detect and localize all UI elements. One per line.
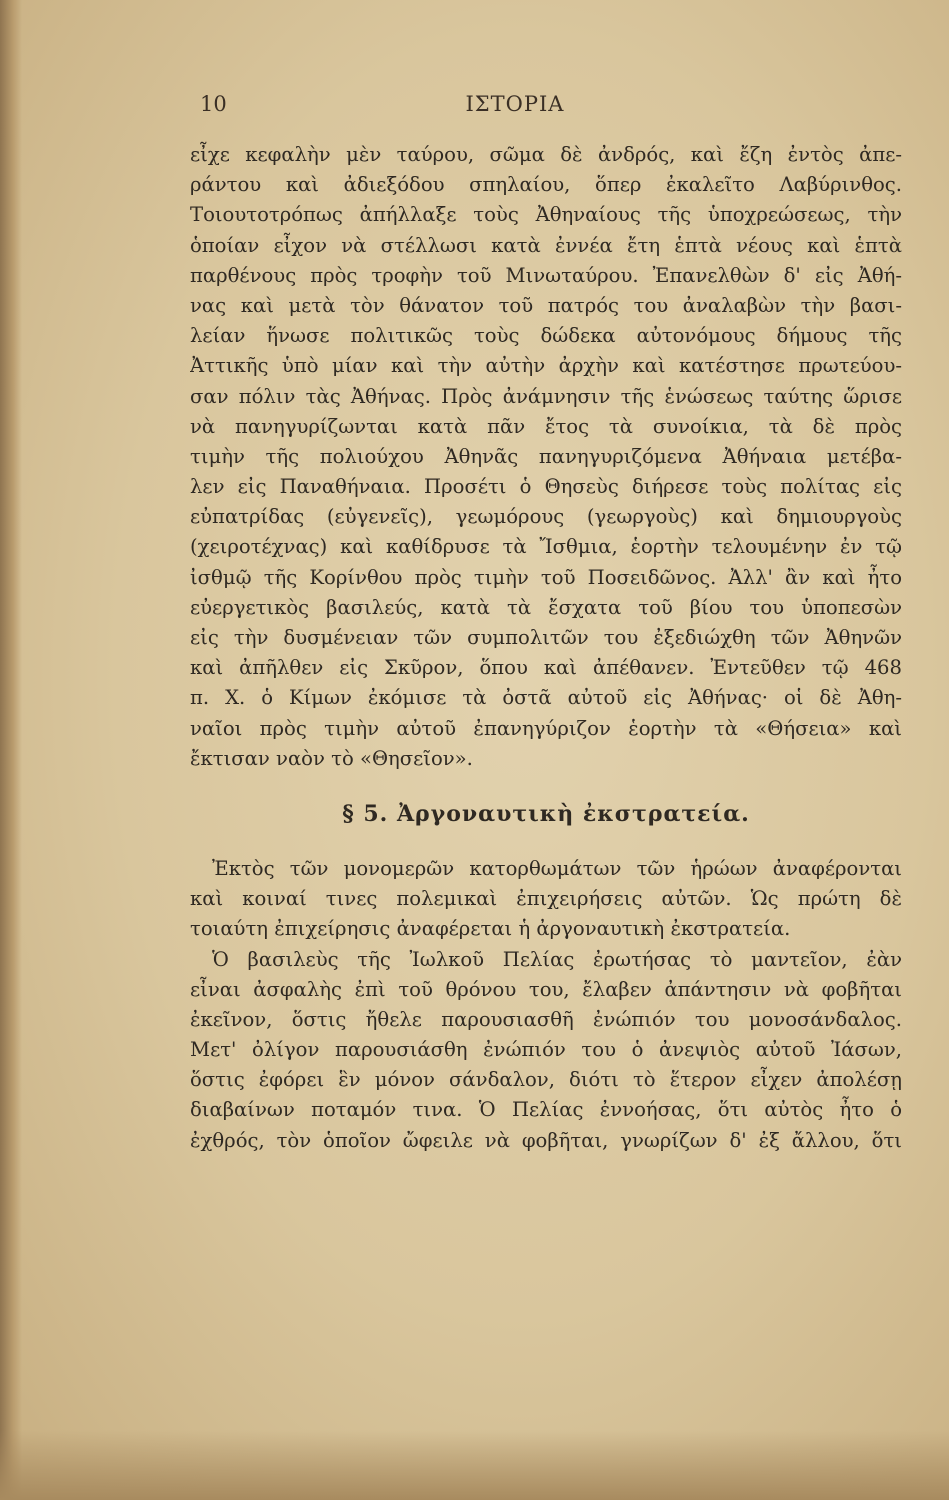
text-line: (χειροτέχνας) καὶ καθίδρυσε τὰ Ἴσθμια, ἑορτὴν τελουμένην ἐν τῷ bbox=[190, 535, 902, 559]
text-line: ναῖοι πρὸς τιμὴν αὐτοῦ ἐπανηγύριζον ἑορτὴν τὰ «Θήσεια» καὶ bbox=[190, 716, 902, 740]
body-text bbox=[190, 140, 902, 1156]
text-line: διαβαίνων ποταμόν τινα. Ὁ Πελίας ἐννοήσας, ὅτι αὐτὸς ἦτο ὁ bbox=[190, 1098, 902, 1122]
text-line: καὶ ἀπῆλθεν εἰς Σκῦρον, ὅπου καὶ ἀπέθανεν. Ἐντεῦθεν τῷ 468 bbox=[190, 656, 902, 680]
paragraph-pelias bbox=[190, 945, 902, 1156]
page-number: 10 bbox=[200, 92, 227, 116]
text-line: ὅστις ἐφόρει ἓν μόνον σάνδαλον, διότι τὸ ἕτερον εἶχεν ἀπολέσῃ bbox=[190, 1068, 902, 1092]
text-line: ἰσθμῷ τῆς Κορίνθου πρὸς τιμὴν τοῦ Ποσειδῶνος. Ἀλλ' ἂν καὶ ἦτο bbox=[190, 565, 902, 589]
text-line: παρθένους πρὸς τροφὴν τοῦ Μινωταύρου. Ἐπανελθὼν δ' εἰς Ἀθή- bbox=[190, 263, 902, 287]
text-line: εἶναι ἀσφαλὴς ἐπὶ τοῦ θρόνου του, ἔλαβεν ἀπάντησιν νὰ φοβῆται bbox=[190, 977, 902, 1001]
paragraph-theseus bbox=[190, 140, 902, 774]
text-line: ράντου καὶ ἀδιεξόδου σπηλαίου, ὅπερ ἐκαλεῖτο Λαβύρινθος. bbox=[190, 173, 902, 197]
page-bottom-shadow bbox=[0, 1430, 949, 1500]
text-line: εἶχε κεφαλὴν μὲν ταύρου, σῶμα δὲ ἀνδρός, καὶ ἔζη ἐντὸς ἀπε- bbox=[190, 143, 902, 166]
text-line: εὐπατρίδας (εὐγενεῖς), γεωμόρους (γεωργοὺς) καὶ δημιουργοὺς bbox=[190, 505, 902, 529]
text-line: Ὁ βασιλεὺς τῆς Ἰωλκοῦ Πελίας ἐρωτήσας τὸ μαντεῖον, ἐὰν bbox=[212, 947, 902, 971]
text-line: νας καὶ μετὰ τὸν θάνατον τοῦ πατρός του ἀναλαβὼν τὴν βασι- bbox=[190, 293, 902, 317]
section-heading: § 5. Ἀργοναυτικὴ ἐκστρατεία. bbox=[342, 800, 750, 827]
text-line: λεν εἰς Παναθήναια. Προσέτι ὁ Θησεὺς διήρεσε τοὺς πολίτας εἰς bbox=[190, 475, 902, 499]
text-line: εὐεργετικὸς βασιλεύς, κατὰ τὰ ἔσχατα τοῦ βίου του ὑποπεσὼν bbox=[190, 595, 902, 619]
text-line: τοιαύτη ἐπιχείρησις ἀναφέρεται ἡ ἀργοναυτικὴ ἐκστρατεία. bbox=[190, 917, 791, 941]
text-line: εἰς τὴν δυσμένειαν τῶν συμπολιτῶν του ἐξεδιώχθη τῶν Ἀθηνῶν bbox=[190, 626, 902, 649]
text-line: ὁποίαν εἶχον νὰ στέλλωσι κατὰ ἐννέα ἔτη ἑπτὰ νέους καὶ ἑπτὰ bbox=[190, 233, 902, 257]
paragraph-intro bbox=[190, 854, 902, 945]
text-line: Μετ' ὀλίγον παρουσιάσθη ἐνώπιόν του ὁ ἀνεψιὸς αὐτοῦ Ἰάσων, bbox=[190, 1038, 902, 1062]
text-line: Ἀττικῆς ὑπὸ μίαν καὶ τὴν αὐτὴν ἀρχὴν καὶ κατέστησε πρωτεύου- bbox=[190, 354, 902, 378]
text-line: ἐκεῖνον, ὅστις ἤθελε παρουσιασθῆ ἐνώπιόν του μονοσάνδαλος. bbox=[190, 1007, 902, 1031]
page-header bbox=[200, 92, 900, 124]
text-line: Τοιουτοτρόπως ἀπήλλαξε τοὺς Ἀθηναίους τῆς ὑποχρεώσεως, τὴν bbox=[190, 203, 902, 227]
text-line: καὶ κοιναί τινες πολεμικαὶ ἐπιχειρήσεις αὐτῶν. Ὡς πρώτη δὲ bbox=[190, 887, 902, 911]
text-line: Ἐκτὸς τῶν μονομερῶν κατορθωμάτων τῶν ἡρώων ἀναφέρονται bbox=[212, 856, 902, 880]
text-line: ἐχθρός, τὸν ὁποῖον ὤφειλε νὰ φοβῆται, γνωρίζων δ' ἐξ ἄλλου, ὅτι bbox=[190, 1128, 902, 1152]
text-line: ἔκτισαν ναὸν τὸ «Θησεῖον». bbox=[190, 746, 473, 770]
text-line: σαν πόλιν τὰς Ἀθήνας. Πρὸς ἀνάμνησιν τῆς ἑνώσεως ταύτης ὥρισε bbox=[190, 384, 902, 408]
text-line: π. Χ. ὁ Κίμων ἐκόμισε τὰ ὀστᾶ αὐτοῦ εἰς Ἀθήνας· οἱ δὲ Ἀθη- bbox=[190, 686, 902, 710]
text-line: νὰ πανηγυρίζωνται κατὰ πᾶν ἔτος τὰ συνοίκια, τὰ δὲ πρὸς bbox=[190, 414, 902, 438]
text-line: τιμὴν τῆς πολιούχου Ἀθηνᾶς πανηγυριζόμενα Ἀθήναια μετέβα- bbox=[190, 444, 902, 468]
page-edge-shadow bbox=[0, 0, 22, 1500]
running-title: ΙΣΤΟΡΙΑ bbox=[465, 92, 565, 116]
text-line: λείαν ἥνωσε πολιτικῶς τοὺς δώδεκα αὐτονόμους δήμους τῆς bbox=[190, 324, 902, 348]
